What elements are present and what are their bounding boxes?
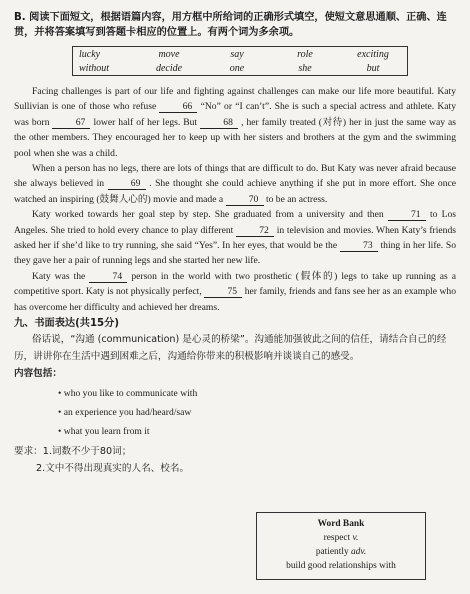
blank-69[interactable]: 69 [108, 178, 146, 190]
word-option: without [79, 62, 110, 74]
word-option: say [230, 48, 244, 60]
content-points [58, 384, 456, 441]
passage-paragraph-3: Katy worked towards her goal step by step. She graduated from a university and then 71 to Los Angeles. She tried to hold every chance to play different 72 in television and movies. When Katy’s friends asked her if she’d like to try running, she said “Yes”. In her eyes, that would be the 73 thing in her life. So they gave her a pair of running legs and she started her new life. [14, 209, 456, 267]
word-option: exciting [357, 48, 389, 60]
word-option: but [366, 62, 380, 74]
blank-74[interactable]: 74 [89, 271, 127, 283]
writing-section-title: 九、书面表达(共15分) [14, 318, 119, 330]
writing-prompt: 俗话说，“沟通 (communication) 是心灵的桥梁”。沟通能加强彼此之间的信任，请结合自己的经历，讲讲你在生活中遇到困难之后，沟通给你带来的积极影响并谈谈自己的感受。 [14, 334, 447, 363]
blank-73[interactable]: 73 [340, 240, 378, 252]
content-point: • who you like to communicate with [58, 384, 456, 403]
blank-68[interactable]: 68 [200, 117, 238, 129]
blank-75[interactable]: 75 [204, 286, 242, 298]
passage-paragraph-1: Facing challenges is part of our life and fighting against challenges can make our life more beautiful. Katy Sullivian is one of those who refuse 66 “No” or “I can’t”. She is such a special actress and athlete. Katy was born 67 lower half of her legs. But 68 , her family treated (对待) her in just the same way as the other members. They encouraged her to keep up with her sisters and brothers at the gym and the swimming pool when she was a child. [14, 86, 456, 159]
requirement-1: 要求：1.词数不少于80词； [14, 446, 132, 458]
blank-67[interactable]: 67 [52, 117, 90, 129]
blank-72[interactable]: 72 [236, 225, 274, 237]
passage-paragraph-4: Katy was the 74 person in the world with two prosthetic (假体的) legs to take up running as a competitive sport. Katy is not physically perfect, 75 her family, friends and fans see her as an example who has overcome her difficulty and achieved her dreams. [14, 270, 456, 313]
word-bank-title: Word Bank [317, 519, 365, 529]
word-bank-box [256, 512, 426, 580]
word-option: lucky [79, 48, 101, 60]
passage-paragraph-2: When a person has no legs, there are lots of things that are difficult to do. But Katy was never afraid because she always believed in 69 . She thought she could achieve anything if she put in more effort. She once watched an inspiring (鼓舞人心的) movie and made a 70 to be an actress. [14, 163, 457, 205]
word-box-row [73, 47, 408, 62]
content-label: 内容包括： [14, 368, 62, 380]
content-point: • what you learn from it [58, 422, 456, 441]
blank-71[interactable]: 71 [388, 209, 426, 221]
word-bank-item: build good relationships with [286, 561, 396, 571]
word-bank-item: respect v. [323, 533, 359, 543]
word-option: decide [155, 62, 183, 74]
word-option: she [298, 62, 312, 74]
blank-66[interactable]: 66 [159, 101, 197, 113]
blank-70[interactable]: 70 [226, 194, 264, 206]
content-point: • an experience you had/heard/saw [58, 403, 456, 422]
word-bank-item: patiently adv. [315, 547, 367, 557]
word-option: one [229, 62, 245, 74]
word-box [72, 46, 408, 76]
word-option: move [158, 48, 180, 60]
word-option: role [297, 48, 313, 60]
section-b-instructions: B. 阅读下面短文，根据语篇内容，用方框中所给词的正确形式填空，使短文意思通顺、正确、连贯，并将答案填写到答题卡相应的位置上。有两个词为多余项。 [14, 12, 447, 38]
requirement-2: 2.文中不得出现真实的人名、校名。 [36, 463, 190, 475]
word-box-row [73, 61, 408, 76]
